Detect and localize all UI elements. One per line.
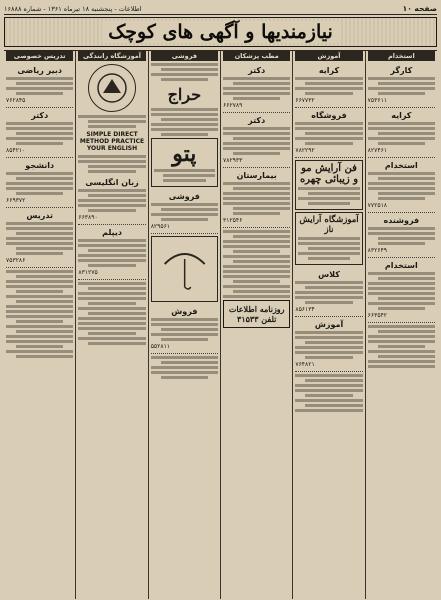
haraj-heading: حراج (167, 85, 202, 104)
school-logo-icon (88, 64, 136, 112)
ad-title: دیپلم (102, 228, 122, 237)
ad-phone: ۷۶۲۸۴۵ (6, 97, 26, 104)
feature-ad (295, 212, 362, 265)
column-3 (220, 51, 292, 599)
column-4 (148, 51, 220, 599)
ad-block (6, 63, 73, 108)
ad-phone: ۷۷۲۵۱۸ (367, 202, 388, 209)
ad-title: زبان انگلیسی (85, 178, 139, 187)
ad-phone: ۸۲۷۴۶۱ (367, 147, 388, 154)
page-number: صفحه ۱۰ (402, 4, 437, 13)
ad-phone: ۶۶۷۷۳۲ (295, 97, 315, 104)
dateline: اطلاعات - پنجشنبه ۱۸ تیرماه ۱۳۶۱ - شماره ۱۶۸۸۸ (4, 4, 142, 13)
ad-phone: ۷۵۳۲۸۶ (6, 257, 26, 264)
umbrella-illustration-icon (154, 239, 215, 295)
ad-phone: ۸۵۴۲۱۰ (6, 147, 26, 154)
illustrated-ad (151, 236, 218, 302)
column-5 (75, 51, 147, 599)
ad-block (368, 108, 435, 158)
ad-phone: ۷۸۲۹۳۳ (223, 157, 243, 164)
ad-title: فروشنده (383, 216, 420, 225)
ad-title: دانشجو (25, 161, 55, 170)
ad-title: بیمارستان (236, 171, 277, 180)
ad-phone: ۸۳۱۲۷۵ (78, 269, 98, 276)
ad-title: دکتر (31, 111, 49, 120)
contact-text: روزنامه اطلاعات تلفن ۳۱۵۳۳ (228, 304, 285, 324)
ad-block (368, 63, 435, 108)
masthead (4, 17, 437, 47)
ad-title: فروشگاه (311, 111, 347, 120)
ad-block (295, 108, 362, 158)
ad-block (6, 108, 73, 158)
ad-block (151, 304, 218, 354)
ad-block (6, 158, 73, 208)
ad-phone: ۸۳۲۶۴۹ (367, 247, 388, 254)
section-head: آموزشگاه رانندگی (78, 51, 145, 61)
column-1 (365, 51, 437, 599)
ad-title: دکتر (248, 116, 266, 125)
ad-block (368, 158, 435, 213)
section-head: آموزش (295, 51, 362, 61)
blanket-heading: پتو (172, 141, 197, 167)
newspaper-contact-box (223, 300, 290, 328)
feature-title: فن آرایش مو و زیبائی چهره (299, 163, 359, 185)
ad-title: کارگر (390, 66, 413, 75)
english-ad-text: SIMPLE DIRECT METHOD PRACTICE YOUR ENGLISH (79, 131, 145, 152)
ad-title: دکتر (248, 66, 266, 75)
blanket-ad (151, 138, 218, 187)
column-6 (4, 51, 75, 599)
ad-block (295, 317, 362, 372)
ad-phone: ۸۵۶۱۳۴ (295, 306, 315, 313)
ad-phone: ۸۲۹۵۶۱ (150, 223, 171, 230)
section-head: تدریس خصوصی (6, 51, 73, 61)
ad-block (78, 225, 145, 280)
ad-phone: ۷۸۲۲۹۲ (295, 147, 315, 154)
ad-block (295, 267, 362, 317)
ad-phone: ۷۶۴۸۲۱ (295, 361, 315, 368)
ad-title: دبیر ریاضی (17, 66, 62, 75)
ad-block (223, 63, 290, 113)
ad-block (151, 189, 218, 234)
ad-block (223, 113, 290, 168)
ad-block (6, 208, 73, 268)
ad-title: استخدام (384, 261, 418, 270)
columns (4, 50, 437, 599)
ad-block (295, 63, 362, 108)
section-head: مطب پزشکان (223, 51, 290, 61)
ad-phone: ۶۶۳۸۹۰ (78, 214, 98, 221)
ad-title: تدریس (26, 211, 53, 220)
ad-title: فروش (171, 307, 198, 316)
column-2 (292, 51, 364, 599)
ad-phone: ۵۵۲۸۱۱ (150, 343, 171, 350)
top-line (4, 3, 437, 15)
ad-block (368, 213, 435, 258)
feature-ad (295, 160, 362, 210)
ad-phone: ۶۶۲۷۸۹ (223, 102, 243, 109)
ad-phone: ۶۶۹۳۷۲ (6, 197, 26, 204)
ad-title: کلاس (318, 270, 340, 279)
ad-phone: ۶۶۳۵۴۲ (367, 312, 388, 319)
ad-block (223, 168, 290, 228)
section-head: استخدام (368, 51, 435, 61)
ad-title: کرایه (318, 66, 340, 75)
ad-title: کرایه (391, 111, 412, 120)
masthead-title: نیازمندیها و آگهی های کوچک (102, 21, 339, 43)
feature-title: آموزشگاه آرایش ناز (299, 215, 359, 235)
ad-title: آموزش (314, 320, 344, 329)
ad-title: فروشی (168, 192, 200, 201)
ad-phone: ۳۱۲۵۴۶ (223, 217, 243, 224)
ad-phone: ۷۵۳۶۱۱ (367, 97, 388, 104)
ad-title: استخدام (384, 161, 418, 170)
section-head: فروشی (151, 51, 218, 61)
ad-block (78, 175, 145, 225)
ad-block (368, 258, 435, 323)
